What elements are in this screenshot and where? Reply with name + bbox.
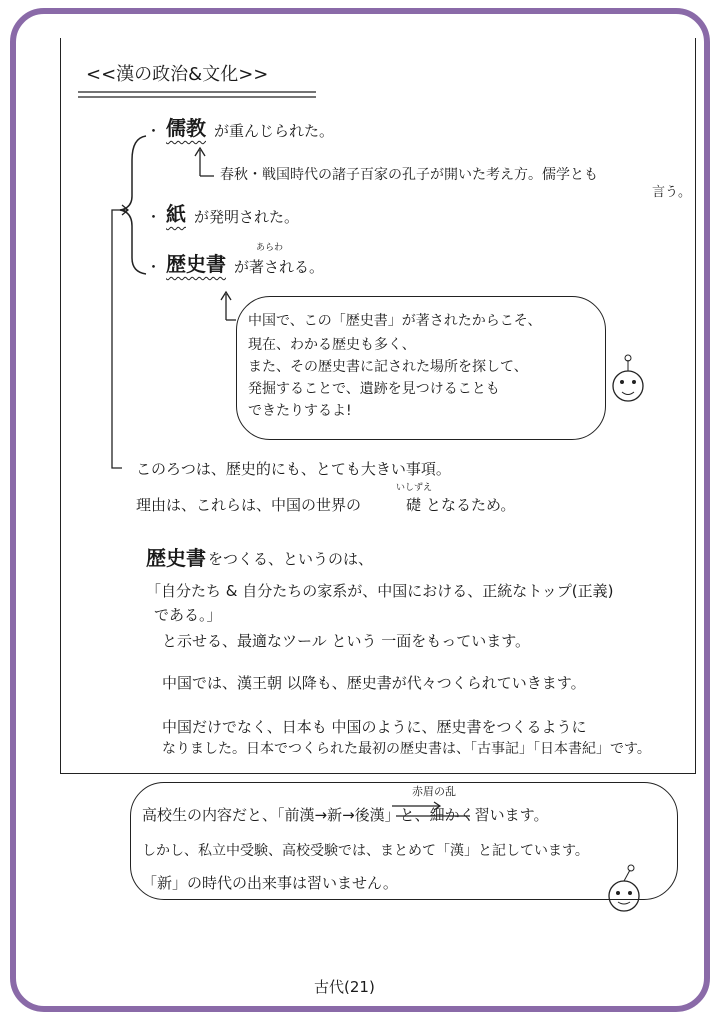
summary-line: 理由は、これらは、中国の世界の bbox=[136, 496, 362, 514]
annotation: 赤眉の乱 bbox=[412, 785, 456, 798]
item-text: が発明された。 bbox=[194, 208, 300, 226]
item-text: が重んじられた。 bbox=[214, 122, 335, 140]
bubble-line: 中国で、この「歴史書」が著されたからこそ、 bbox=[248, 313, 542, 329]
bullet: ・ bbox=[146, 208, 162, 226]
history-line: 中国だけでなく、日本も 中国のように、歴史書をつくるように bbox=[162, 718, 587, 736]
history-line: と示せる、最適なツール という 一面をもっています。 bbox=[162, 632, 531, 650]
bubble-line: 「新」の時代の出来事は習いません。 bbox=[142, 874, 398, 892]
history-line: をつくる、というのは、 bbox=[208, 550, 374, 568]
bubble-line: 高校生の内容だと、「前漢→新→後漢」と、細かく習います。 bbox=[142, 806, 549, 824]
keyword-paper: 紙 bbox=[166, 202, 186, 226]
bubble-line: また、その歴史書に記された場所を探して、 bbox=[248, 359, 528, 375]
bullet: ・ bbox=[146, 122, 162, 140]
item-text: が著される。 bbox=[234, 258, 325, 276]
page-footer: 古代(21) bbox=[314, 978, 375, 996]
note-line: 言う。 bbox=[652, 185, 692, 200]
summary-line: となるため。 bbox=[426, 496, 516, 514]
ruby: いしずえ bbox=[396, 483, 433, 493]
bubble-line: しかし、私立中受験、高校受験では、まとめて「漢」と記しています。 bbox=[142, 843, 589, 859]
bullet: ・ bbox=[146, 258, 162, 276]
keyword-confucianism: 儒教 bbox=[166, 116, 206, 140]
page-title: <<漢の政治&文化>> bbox=[86, 64, 269, 85]
ruby: あらわ bbox=[256, 243, 284, 253]
summary-keyword: 礎 bbox=[406, 496, 422, 514]
note-line: 春秋・戦国時代の諸子百家の孔子が開いた考え方。儒学とも bbox=[220, 167, 598, 183]
keyword-history-book: 歴史書 bbox=[166, 252, 226, 276]
bubble-line: 現在、わかる歴史も多く、 bbox=[248, 337, 416, 353]
bubble-line: 発掘することで、遺跡を見つけることも bbox=[248, 381, 500, 397]
history-line: なりました。日本でつくられた最初の歴史書は、「古事記」「日本書紀」です。 bbox=[162, 741, 651, 757]
history-keyword: 歴史書 bbox=[146, 546, 206, 570]
history-line: である。」 bbox=[154, 606, 222, 624]
history-line: 中国では、漢王朝 以降も、歴史書が代々つくられていきます。 bbox=[162, 674, 586, 692]
history-line: 「自分たち & 自分たちの家系が、中国における、正統なトップ(正義) bbox=[146, 582, 614, 600]
summary-line: このろつは、歴史的にも、とても大きい事項。 bbox=[136, 460, 451, 478]
bubble-line: できたりするよ! bbox=[248, 403, 352, 419]
